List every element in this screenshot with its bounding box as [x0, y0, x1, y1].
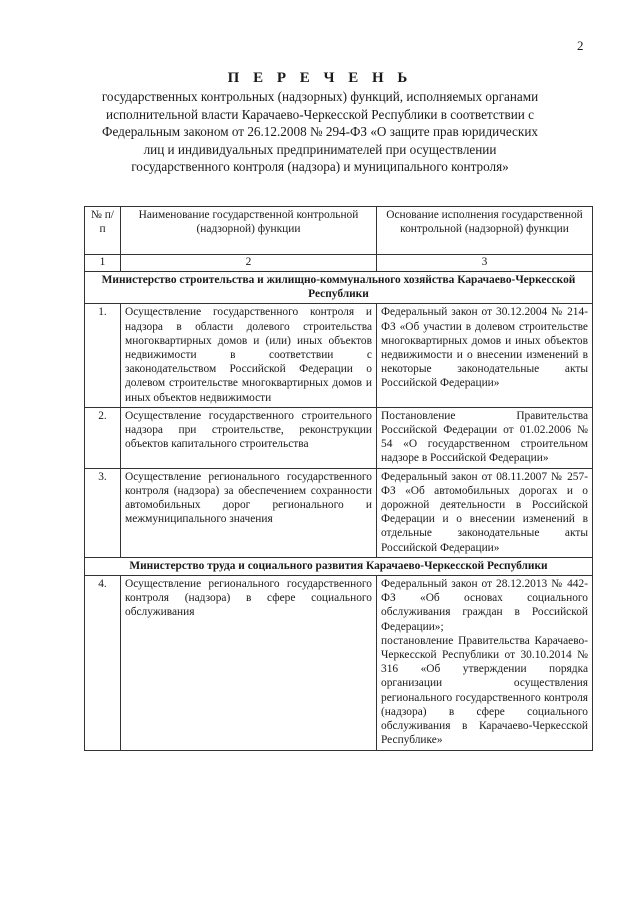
legal-basis: Федеральный закон от 08.11.2007 № 257-ФЗ «Об автомобильных дорогах и о дорожной деятельности в Российской Федерации и о внесении изменений в отдельные законодательные акты Российской Федерации» — [377, 468, 593, 557]
column-number-row — [85, 255, 593, 272]
legal-basis: Федеральный закон от 30.12.2004 № 214-ФЗ «Об участии в долевом строительстве многоквартирных домов и иных объектов недвижимости и о внесении изменений в некоторые законодательные акты Российской Федерации» — [377, 304, 593, 407]
section-row — [85, 557, 593, 575]
legal-basis — [377, 576, 593, 750]
function-name: Осуществление государственного контроля и надзора в области долевого строительства многоквартирных домов и (или) иных объектов недвижимости в соответствии с законодательством Российской Федерации о долевом строительстве многоквартирных домов и иных объектов недвижимости — [121, 304, 377, 407]
header-basis: Основание исполнения государственной контрольной (надзорной) функции — [377, 207, 593, 255]
function-name: Осуществление государственного строительного надзора при строительстве, реконструкции объектов капитального строительства — [121, 407, 377, 468]
table-header-row — [85, 207, 593, 255]
page-number: 2 — [577, 38, 584, 53]
column-number: 2 — [121, 255, 377, 272]
row-number: 1. — [85, 304, 121, 407]
section-title: Министерство строительства и жилищно-коммунального хозяйства Карачаево-Черкесской Республики — [85, 272, 593, 304]
table-row — [85, 304, 593, 407]
legal-basis-line: Федеральный закон от 28.12.2013 № 442-ФЗ «Об основах социального обслуживания граждан в Российской Федерации»; — [381, 578, 588, 633]
document-title: П Е Р Е Ч Е Н Ь — [227, 70, 413, 86]
row-number: 3. — [85, 468, 121, 557]
section-row — [85, 272, 593, 304]
row-number: 2. — [85, 407, 121, 468]
functions-table — [84, 206, 593, 751]
function-name: Осуществление регионального государственного контроля (надзора) в сфере социального обслуживания — [121, 576, 377, 750]
table-row — [85, 468, 593, 557]
function-name: Осуществление регионального государственного контроля (надзора) за обеспечением сохранности автомобильных дорог регионального и межмуниципального значения — [121, 468, 377, 557]
header-function: Наименование государственной контрольной (надзорной) функции — [121, 207, 377, 255]
column-number: 1 — [85, 255, 121, 272]
legal-basis: Постановление Правительства Российской Федерации от 01.02.2006 № 54 «О государственном строительном надзоре в Российской Федерации» — [377, 407, 593, 468]
header-num: № п/п — [85, 207, 121, 255]
table-row — [85, 576, 593, 750]
table-row — [85, 407, 593, 468]
row-number: 4. — [85, 576, 121, 750]
legal-basis-line: постановление Правительства Карачаево-Черкесской Республики от 30.10.2014 № 316 «Об утверждении порядка организации осуществления регионального государственного контроля (надзора) в сфере социального обслуживания в Карачаево-Черкесской Республике» — [381, 634, 588, 747]
column-number: 3 — [377, 255, 593, 272]
section-title: Министерство труда и социального развития Карачаево-Черкесской Республики — [85, 557, 593, 575]
document-subtitle: государственных контрольных (надзорных) функций, исполняемых органами исполнительной власти Карачаево-Черкесской Республики в соответствии с Федеральным законом от 26.12.2008 № 294-ФЗ «О защите прав юридических лиц и индивидуальных предпринимателей при осуществлении государственного контроля (надзора) и муниципального контроля» — [101, 89, 539, 175]
